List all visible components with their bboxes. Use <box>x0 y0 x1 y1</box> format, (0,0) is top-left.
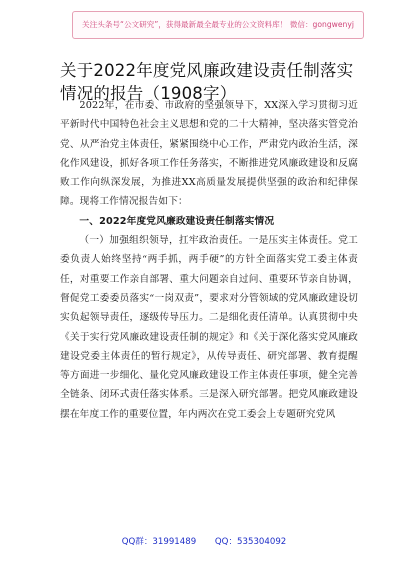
intro-paragraph: 2022年，在市委、市政府的坚强领导下，XX深入学习贯彻习近平新时代中国特色社会主义思想和党的二十大精神，坚决落实管党治党、从严治党主体责任，紧紧围绕中心工作，严肃党内政治生活，深化作风建设，抓好各项工作任务落实，不断推进党风廉政建设和反腐败工作向纵深发展，为推进XX高质量发展提供坚强的政治和纪律保障。现将工作情况报告如下： <box>60 100 358 208</box>
body-paragraph: （一）加强组织领导，扛牢政治责任。一是压实主体责任。党工委负责人始终坚持“两手抓，两手硬”的方针全面落实党工委主体责任，对重要工作亲自部署、重大问题亲自过问、重要环节亲自协调，督促党工委委员落实“一岗双责”，要求对分管领域的党风廉政建设切实负起领导责任，逐级传导压力。二是细化责任清单。认真贯彻中央《关于实行党风廉政建设责任制的规定》和《关于深化落实党风廉政建设党委主体责任的暂行规定》，从传导责任、研究部署、教育提醒等方面进一步细化、量化党风廉政建设工作主体责任事项，健全完善全链条、闭环式责任落实体系。三是深入研究部署。把党风廉政建设摆在年度工作的重要位置，年内两次在党工委会上专题研究党风 <box>60 235 358 420</box>
footer-qq-group: QQ群：31991489 <box>121 537 197 547</box>
document-body <box>60 96 358 424</box>
section-heading: 一、2022年度党风廉政建设责任制落实情况 <box>79 215 275 227</box>
footer-qq: QQ：535304092 <box>214 537 287 547</box>
footer-contact <box>0 535 408 547</box>
promo-banner: 关注头条号“公文研究”，获得最新最全最专业的公文资料库！ 微信：gongwenyj <box>72 11 364 39</box>
document-title: 关于2022年度党风廉政建设责任制落实情况的报告（1908字） <box>60 61 354 104</box>
